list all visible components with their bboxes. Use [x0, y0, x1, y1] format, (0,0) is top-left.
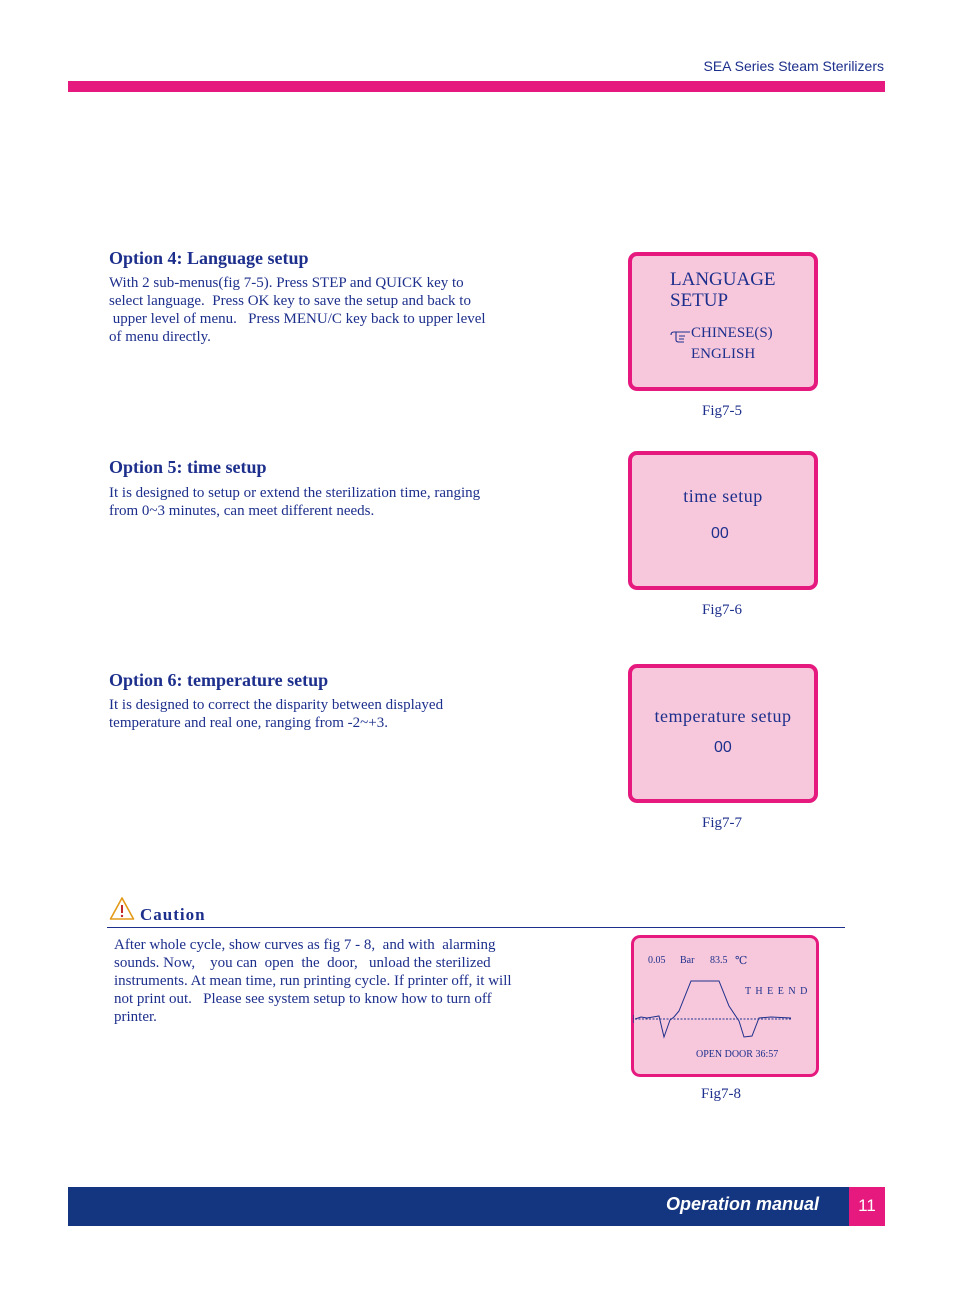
fig7-5-caption: Fig7-5 [702, 403, 743, 419]
lcd-time-title: time setup [683, 486, 763, 506]
lcd-option-english: ENGLISH [691, 346, 756, 362]
caution-body: After whole cycle, show curves as fig 7 - 8, and with alarming sounds. Now, you can open the door, unload the sterilized instruments. At mean time, run printing cycle. If printer off, it will not print out. Please see system setup to know how to turn off printer. [114, 937, 512, 1025]
lcd-temperature-title: temperature setup [654, 706, 792, 726]
fig7-6-caption: Fig7-6 [702, 602, 743, 618]
option-4-body: With 2 sub-menus(fig 7-5). Press STEP and QUICK key to select language. Press OK key to save the setup and back to upper level of menu. Press MENU/C key back to upper level of menu directly. [109, 275, 486, 345]
caution-rule [107, 927, 845, 928]
time-setup-display [628, 451, 818, 590]
option-6-body: It is designed to correct the disparity between displayed temperature and real one, ranging from -2~+3. [109, 697, 444, 731]
header-rule [68, 81, 885, 92]
lcd-pressure-value: 0.05 [648, 955, 666, 966]
warning-icon [109, 896, 135, 921]
running-header: SEA Series Steam Sterilizers [703, 58, 884, 74]
lcd-temperature-unit: ℃ [735, 955, 748, 967]
pointing-hand-icon [670, 329, 692, 343]
lcd-pressure-unit: Bar [680, 955, 695, 966]
temperature-setup-display [628, 664, 818, 803]
lcd-time-value: 00 [711, 525, 729, 542]
lcd-option-chinese: CHINESE(S) [691, 325, 773, 341]
page-number: 11 [858, 1196, 876, 1215]
lcd-temperature-value: 00 [714, 739, 732, 756]
option-6-title: Option 6: temperature setup [109, 670, 329, 690]
caution-title: Caution [140, 905, 206, 924]
option-5-body: It is designed to setup or extend the sterilization time, ranging from 0~3 minutes, can meet different needs. [109, 485, 481, 519]
lcd-title-line1: LANGUAGE [670, 269, 776, 290]
lcd-temperature-reading: 83.5 [710, 955, 728, 966]
lcd-title-line2: SETUP [670, 290, 729, 311]
lcd-end-text: T H E E N D [745, 986, 809, 997]
fig7-7-caption: Fig7-7 [702, 815, 743, 831]
footer-label: Operation manual [665, 1194, 819, 1214]
option-4-title: Option 4: Language setup [109, 248, 309, 268]
sterilization-curve-plot [633, 975, 793, 1045]
fig7-8-caption: Fig7-8 [701, 1086, 742, 1102]
lcd-door-status: OPEN DOOR 36:57 [696, 1049, 779, 1060]
option-5-title: Option 5: time setup [109, 457, 267, 477]
